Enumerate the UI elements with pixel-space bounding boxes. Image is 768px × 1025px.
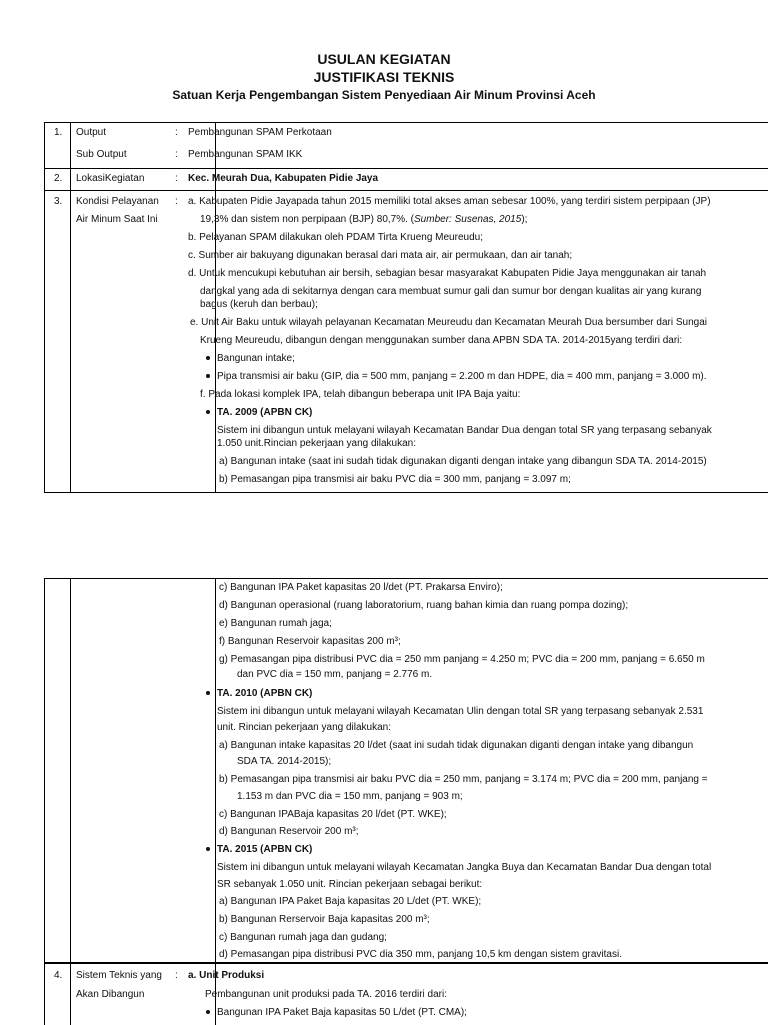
ta2009-item-f: f) Bangunan Reservoir kapasitas 200 m³;: [219, 636, 401, 647]
document-organization: Satuan Kerja Pengembangan Sistem Penyediaan Air Minum Provinsi Aceh: [172, 88, 596, 102]
document-title: USULAN KEGIATAN: [317, 51, 451, 67]
condition-item-f: f. Pada lokasi komplek IPA, telah dibangun beberapa unit IPA Baja yaitu:: [200, 389, 521, 400]
ta2009-item-g: g) Pemasangan pipa distribusi PVC dia = 250 mm panjang = 4.250 m; PVC dia = 200 mm, panjang = 6.650 m: [219, 654, 705, 665]
location-value: Kec. Meurah Dua, Kabupaten Pidie Jaya: [188, 173, 379, 184]
suboutput-label: Sub Output: [76, 149, 127, 160]
ta2015-heading: TA. 2015 (APBN CK): [217, 844, 313, 855]
condition-item-e-bullet: Bangunan intake;: [217, 353, 295, 364]
condition-item-e-bullet: Pipa transmisi air baku (GIP, dia = 500 mm, panjang = 2.200 m dan HDPE, dia = 400 mm, panjang = 3.000 m).: [217, 371, 707, 382]
justification-table-part3: [44, 962, 768, 1025]
condition-item-d: bagus (keruh dan berbau);: [200, 299, 318, 310]
ta2009-item-b: b) Pemasangan pipa transmisi air baku PVC dia = 300 mm, panjang = 3.097 m;: [219, 474, 571, 485]
ta2010-item-d: d) Bangunan Reservoir 200 m³;: [219, 826, 359, 837]
condition-label: Air Minum Saat Ini: [76, 214, 158, 225]
ta2015-item-d: d) Pemasangan pipa distribusi PVC dia 350 mm, panjang 10,5 km dengan sistem gravitasi.: [219, 949, 622, 960]
colon: :: [175, 970, 178, 981]
ta2009-description: Sistem ini dibangun untuk melayani wilayah Kecamatan Bandar Dua dengan total SR yang terpasang sebanyak: [217, 425, 712, 436]
ta2009-heading: TA. 2009 (APBN CK): [217, 407, 313, 418]
row-number: 2.: [54, 173, 63, 184]
output-value: Pembangunan SPAM Perkotaan: [188, 127, 332, 138]
bullet-icon: [206, 410, 210, 414]
bullet-icon: [206, 691, 210, 695]
suboutput-value: Pembangunan SPAM IKK: [188, 149, 303, 160]
production-unit-bullet: Bangunan IPA Paket Baja kapasitas 50 L/det (PT. CMA);: [217, 1007, 467, 1018]
ta2009-item-g: dan PVC dia = 150 mm, panjang = 2.776 m.: [237, 669, 433, 680]
ta2009-item-c: c) Bangunan IPA Paket kapasitas 20 l/det (PT. Prakarsa Enviro);: [219, 582, 503, 593]
ta2010-item-c: c) Bangunan IPABaja kapasitas 20 l/det (PT. WKE);: [219, 809, 447, 820]
ta2015-description: SR sebanyak 1.050 unit. Rincian pekerjaan sebagai berikut:: [217, 879, 483, 890]
ta2009-item-e: e) Bangunan rumah jaga;: [219, 618, 332, 629]
row-number: 1.: [54, 127, 63, 138]
condition-item-b: b. Pelayanan SPAM dilakukan oleh PDAM Tirta Krueng Meureudu;: [188, 232, 483, 243]
production-unit-description: Pembangunan unit produksi pada TA. 2016 terdiri dari:: [205, 989, 448, 1000]
condition-label: Kondisi Pelayanan: [76, 196, 159, 207]
justification-table-part2: [44, 578, 768, 964]
bullet-icon: [206, 356, 210, 360]
location-label: LokasiKegiatan: [76, 173, 145, 184]
row-number: 4.: [54, 970, 63, 981]
production-unit-heading: a. Unit Produksi: [188, 970, 265, 981]
ta2010-item-a: SDA TA. 2014-2015);: [237, 756, 332, 767]
ta2010-item-b: b) Pemasangan pipa transmisi air baku PVC dia = 250 mm, panjang = 3.174 m; PVC dia = 200 mm, panjang =: [219, 774, 708, 785]
bullet-icon: [206, 374, 210, 378]
colon: :: [175, 149, 178, 160]
row-number: 3.: [54, 196, 63, 207]
bullet-icon: [206, 847, 210, 851]
document-subtitle: JUSTIFIKASI TEKNIS: [313, 69, 455, 85]
ta2010-item-a: a) Bangunan intake kapasitas 20 l/det (saat ini sudah tidak digunakan diganti dengan intake yang dibangun: [219, 740, 694, 751]
ta2015-item-c: c) Bangunan rumah jaga dan gudang;: [219, 932, 387, 943]
output-label: Output: [76, 127, 107, 138]
colon: :: [175, 127, 178, 138]
condition-item-a: a. Kabupaten Pidie Jayapada tahun 2015 memiliki total akses aman sebesar 100%, yang terdiri sistem perpipaan (JP): [188, 196, 711, 207]
ta2010-heading: TA. 2010 (APBN CK): [217, 688, 313, 699]
colon: :: [175, 196, 178, 207]
technical-system-label: Sistem Teknis yang: [76, 970, 162, 981]
technical-system-label: Akan Dibangun: [76, 989, 145, 1000]
ta2010-description: unit. Rincian pekerjaan yang dilakukan:: [217, 722, 391, 733]
bullet-icon: [206, 1010, 210, 1014]
condition-item-d: d. Untuk mencukupi kebutuhan air bersih, sebagian besar masyarakat Kabupaten Pidie Jaya menggunakan air tanah: [188, 268, 707, 279]
ta2015-description: Sistem ini dibangun untuk melayani wilayah Kecamatan Jangka Buya dan Kecamatan Bandar Dua dengan total: [217, 862, 712, 873]
ta2009-item-d: d) Bangunan operasional (ruang laboratorium, ruang bahan kimia dan ruang pompa dozing);: [219, 600, 629, 611]
condition-item-e: e. Unit Air Baku untuk wilayah pelayanan Kecamatan Meureudu dan Kecamatan Meurah Dua bersumber dari Sungai: [190, 317, 707, 328]
ta2015-item-a: a) Bangunan IPA Paket Baja kapasitas 20 L/det (PT. WKE);: [219, 896, 482, 907]
ta2010-description: Sistem ini dibangun untuk melayani wilayah Kecamatan Ulin dengan total SR yang terpasang sebanyak 2.531: [217, 706, 704, 717]
ta2009-item-a: a) Bangunan intake (saat ini sudah tidak digunakan diganti dengan intake yang dibangun SDA TA. 2014-2015): [219, 456, 707, 467]
condition-item-d: dangkal yang ada di sekitarnya dengan cara membuat sumur gali dan sumur bor dengan kualitas air yang kurang: [200, 286, 702, 297]
colon: :: [175, 173, 178, 184]
condition-item-c: c. Sumber air bakuyang digunakan berasal dari mata air, air permukaan, dan air tanah;: [188, 250, 573, 261]
justification-table-part1: [44, 122, 768, 493]
ta2009-description: 1.050 unit.Rincian pekerjaan yang dilakukan:: [217, 438, 417, 449]
ta2015-item-b: b) Bangunan Rerservoir Baja kapasitas 200 m³;: [219, 914, 430, 925]
condition-item-e: Krueng Meureudu, dibangun dengan menggunakan sumber dana APBN SDA TA. 2014-2015yang terdiri dari:: [200, 335, 683, 346]
ta2010-item-b: 1.153 m dan PVC dia = 150 mm, panjang = 903 m;: [237, 791, 463, 802]
condition-item-a: 19,3% dan sistem non perpipaan (BJP) 80,7%. (Sumber: Susenas, 2015);: [200, 214, 528, 225]
